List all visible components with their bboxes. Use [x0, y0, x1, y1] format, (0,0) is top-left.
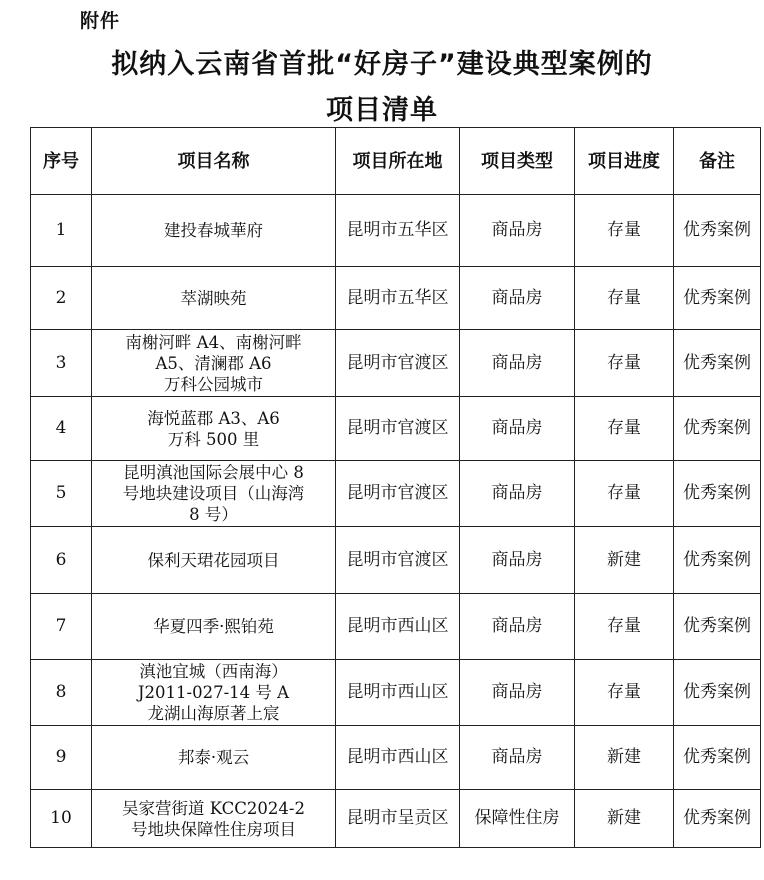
cell-project-name — [92, 330, 336, 397]
cell-remarks: 优秀案例 — [674, 790, 761, 848]
cell-project-progress: 存量 — [575, 267, 674, 330]
project-name-line: A5、清澜郡 A6 — [155, 353, 272, 373]
cell-project-name — [92, 195, 336, 267]
project-name-line: 海悦蓝郡 A3、A6 — [147, 408, 280, 428]
table-row — [31, 527, 761, 594]
project-name-line: 吴家营街道 KCC2024-2 — [122, 798, 305, 818]
project-name-line: 昆明滇池国际会展中心 8 — [123, 463, 304, 482]
cell-project-name — [92, 267, 336, 330]
cell-project-location: 昆明市呈贡区 — [336, 790, 460, 848]
cell-remarks: 优秀案例 — [674, 397, 761, 461]
cell-project-location: 昆明市官渡区 — [336, 461, 460, 527]
cell-project-location: 昆明市西山区 — [336, 660, 460, 726]
cell-project-progress: 存量 — [575, 397, 674, 461]
header-project-progress: 项目进度 — [575, 128, 674, 195]
cell-project-progress: 存量 — [575, 594, 674, 660]
cell-project-type: 商品房 — [460, 195, 575, 267]
cell-project-name — [92, 660, 336, 726]
document-title-line-1: 拟纳入云南省首批“好房子”建设典型案例的 — [111, 49, 653, 80]
cell-project-progress: 新建 — [575, 726, 674, 790]
table-row — [31, 461, 761, 527]
project-name-line: 万科公园城市 — [164, 374, 263, 394]
project-name-line: 龙湖山海原著上宸 — [147, 704, 280, 723]
cell-project-location: 昆明市西山区 — [336, 726, 460, 790]
project-name-line: 邦泰·观云 — [177, 748, 250, 767]
table-row — [31, 726, 761, 790]
project-name-line: 万科 500 里 — [167, 429, 260, 449]
cell-project-type: 商品房 — [460, 594, 575, 660]
header-project-name: 项目名称 — [92, 128, 336, 195]
cell-serial-number: 4 — [31, 397, 92, 461]
cell-project-location: 昆明市官渡区 — [336, 397, 460, 461]
project-name-line: 号地块建设项目（山海湾 — [122, 484, 305, 503]
cell-remarks: 优秀案例 — [674, 330, 761, 397]
project-name-line: 华夏四季·熙铂苑 — [153, 617, 274, 636]
cell-remarks: 优秀案例 — [674, 726, 761, 790]
cell-project-type: 商品房 — [460, 267, 575, 330]
project-name-line: J2011-027-14 号 A — [137, 683, 290, 702]
cell-serial-number: 10 — [31, 790, 92, 848]
cell-project-name — [92, 726, 336, 790]
cell-serial-number: 2 — [31, 267, 92, 330]
cell-project-location: 昆明市官渡区 — [336, 527, 460, 594]
cell-project-location: 昆明市五华区 — [336, 267, 460, 330]
cell-remarks: 优秀案例 — [674, 267, 761, 330]
cell-project-type: 商品房 — [460, 461, 575, 527]
table-row — [31, 267, 761, 330]
cell-project-progress: 存量 — [575, 660, 674, 726]
cell-remarks: 优秀案例 — [674, 660, 761, 726]
table-row — [31, 790, 761, 848]
cell-project-progress: 存量 — [575, 461, 674, 527]
cell-project-location: 昆明市官渡区 — [336, 330, 460, 397]
cell-project-progress: 新建 — [575, 527, 674, 594]
cell-project-type: 商品房 — [460, 527, 575, 594]
project-name-line: 号地块保障性住房项目 — [131, 819, 296, 839]
cell-remarks: 优秀案例 — [674, 195, 761, 267]
project-name-line: 滇池宜城（西南海） — [139, 662, 288, 681]
header-project-type: 项目类型 — [460, 128, 575, 195]
cell-project-type: 商品房 — [460, 660, 575, 726]
cell-project-name — [92, 594, 336, 660]
cell-serial-number: 1 — [31, 195, 92, 267]
project-name-line: 保利天珺花园项目 — [147, 550, 280, 570]
table-row — [31, 195, 761, 267]
cell-project-progress: 存量 — [575, 195, 674, 267]
cell-project-name — [92, 397, 336, 461]
cell-project-name — [92, 527, 336, 594]
cell-project-type: 保障性住房 — [460, 790, 575, 848]
table-row — [31, 594, 761, 660]
project-name-line: 建投春城華府 — [164, 221, 263, 240]
cell-serial-number: 8 — [31, 660, 92, 726]
cell-project-progress: 新建 — [575, 790, 674, 848]
project-name-line: 萃湖映苑 — [180, 288, 247, 308]
header-serial-number: 序号 — [31, 128, 92, 195]
cell-serial-number: 7 — [31, 594, 92, 660]
header-project-location: 项目所在地 — [336, 128, 460, 195]
document-title-line-2: 项目清单 — [326, 95, 438, 126]
cell-project-name — [92, 461, 336, 527]
cell-project-location: 昆明市五华区 — [336, 195, 460, 267]
project-list-table — [30, 127, 761, 848]
cell-project-type: 商品房 — [460, 397, 575, 461]
cell-remarks: 优秀案例 — [674, 461, 761, 527]
cell-serial-number: 5 — [31, 461, 92, 527]
project-name-line: 8 号） — [189, 505, 238, 524]
cell-project-progress: 存量 — [575, 330, 674, 397]
table-row — [31, 660, 761, 726]
cell-serial-number: 6 — [31, 527, 92, 594]
cell-remarks: 优秀案例 — [674, 594, 761, 660]
table-body — [31, 195, 761, 848]
attachment-label: 附件 — [80, 10, 121, 32]
cell-project-type: 商品房 — [460, 330, 575, 397]
header-remarks: 备注 — [674, 128, 761, 195]
table-row — [31, 330, 761, 397]
cell-remarks: 优秀案例 — [674, 527, 761, 594]
cell-project-type: 商品房 — [460, 726, 575, 790]
cell-project-location: 昆明市西山区 — [336, 594, 460, 660]
cell-serial-number: 3 — [31, 330, 92, 397]
cell-project-name — [92, 790, 336, 848]
table-row — [31, 397, 761, 461]
project-name-line: 南榭河畔 A4、南榭河畔 — [125, 332, 302, 352]
cell-serial-number: 9 — [31, 726, 92, 790]
table-header-row — [31, 128, 761, 195]
